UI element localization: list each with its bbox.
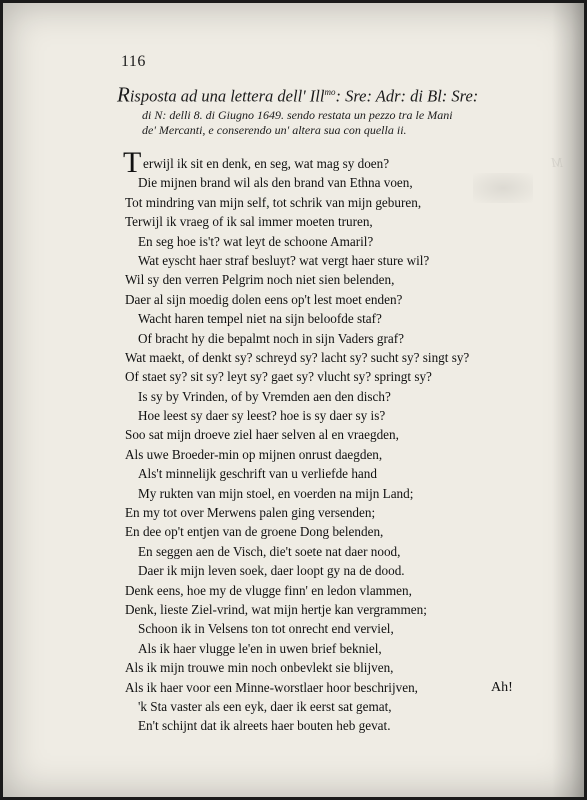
poem-line bbox=[125, 309, 525, 328]
poem-line-text: Daer al sijn moedig dolen eens op't lest moet enden? bbox=[125, 291, 403, 307]
poem-line bbox=[125, 251, 525, 270]
poem-line bbox=[125, 619, 525, 638]
poem-line-text: Denk, lieste Ziel-vrind, wat mijn hertje kan vergrammen; bbox=[125, 601, 427, 617]
poem-line bbox=[125, 503, 525, 522]
poem-line-text: En seggen aen de Visch, die't soete nat daer nood, bbox=[138, 543, 401, 559]
poem-line-text: Daer ik mijn leven soek, daer loopt gy na de dood. bbox=[138, 563, 405, 579]
poem-line-text: Of bracht hy die bepalmt noch in sijn Vaders graf? bbox=[138, 330, 404, 346]
poem-line-text: Soo sat mijn droeve ziel haer selven al en vraegden, bbox=[125, 427, 399, 443]
poem-line bbox=[125, 542, 525, 561]
poem-line-text: Schoon ik in Velsens ton tot onrecht end verviel, bbox=[138, 621, 394, 637]
poem-line bbox=[125, 290, 525, 309]
poem-line bbox=[125, 445, 525, 464]
poem-line-text: En't schijnt dat ik alreets haer bouten heb gevat. bbox=[138, 718, 391, 734]
poem-line bbox=[125, 232, 525, 251]
poem-line-text: Als ik haer vlugge le'en in uwen brief bekniel, bbox=[138, 640, 382, 656]
poem-line-text: Wat eyscht haer straf besluyt? wat vergt haer sture wil? bbox=[138, 252, 430, 268]
poem-line-text: Als't minnelijk geschrift van u verliefde hand bbox=[138, 466, 377, 482]
poem-line bbox=[125, 464, 525, 483]
catchword: Ah! bbox=[491, 680, 513, 695]
poem-line-text: Die mijnen brand wil als den brand van Ethna voen, bbox=[138, 175, 413, 191]
poem-line bbox=[125, 600, 525, 619]
poem-line bbox=[123, 146, 525, 179]
drop-cap: T bbox=[123, 146, 142, 179]
poem-line-text: Tot mindring van mijn self, tot schrik van mijn geburen, bbox=[125, 194, 422, 210]
poem-line bbox=[125, 367, 525, 386]
poem-body bbox=[123, 146, 525, 736]
heading-line-2: di N: delli 8. di Giugno 1649. sendo restata un pezzo tra le Mani bbox=[142, 107, 453, 122]
heading-line-3: de' Mercanti, e conserendo un' altera sua con quella ii. bbox=[142, 122, 407, 137]
poem-line-text: My rukten van mijn stoel, en voerden na mijn Land; bbox=[138, 485, 414, 501]
poem-line bbox=[125, 678, 525, 697]
poem-line bbox=[125, 716, 525, 735]
letter-heading bbox=[117, 81, 537, 138]
poem-line-text: Als ik mijn trouwe min noch onbevlekt sie blijven, bbox=[125, 660, 394, 676]
poem-line-text: Wacht haren tempel niet na sijn beloofde staf? bbox=[138, 311, 382, 327]
poem-line bbox=[125, 639, 525, 658]
poem-line-text: Denk eens, hoe my de vlugge finn' en ledon vlammen, bbox=[125, 582, 412, 598]
poem-line-text: Wil sy den verren Pelgrim noch niet sien belenden, bbox=[125, 272, 395, 288]
poem-line bbox=[125, 658, 525, 677]
poem-line bbox=[125, 406, 525, 425]
poem-line-text: Wat maekt, of denkt sy? schreyd sy? lacht sy? sucht sy? singt sy? bbox=[125, 349, 470, 365]
book-page bbox=[3, 3, 584, 797]
poem-line bbox=[125, 697, 525, 716]
poem-line bbox=[125, 212, 525, 231]
page-edge-shadow bbox=[552, 3, 584, 797]
heading-initial: R bbox=[117, 82, 130, 107]
poem-line-text: Of staet sy? sit sy? leyt sy? gaet sy? vlucht sy? springt sy? bbox=[125, 369, 432, 385]
poem-line bbox=[125, 348, 525, 367]
page-number: 116 bbox=[121, 53, 146, 70]
poem-line-text: Hoe leest sy daer sy leest? hoe is sy daer sy is? bbox=[138, 408, 386, 424]
poem-line-text: 'k Sta vaster als een eyk, daer ik eerst sat gemat, bbox=[138, 698, 392, 714]
poem-line-text: Is sy by Vrinden, of by Vremden aen den disch? bbox=[138, 388, 391, 404]
poem-line bbox=[125, 522, 525, 541]
poem-line bbox=[125, 193, 525, 212]
poem-line bbox=[125, 484, 525, 503]
poem-line bbox=[125, 581, 525, 600]
poem-line bbox=[125, 561, 525, 580]
poem-line-text: Terwijl ik vraeg of ik sal immer moeten truren, bbox=[125, 214, 373, 230]
poem-line bbox=[125, 270, 525, 289]
poem-line-text: Als ik haer voor een Minne-worstlaer hoor beschrijven, bbox=[125, 679, 418, 695]
poem-line bbox=[125, 387, 525, 406]
heading-line-1: Risposta ad una lettera dell' Ill$^{mo}$: Sre: Adr: di Bl: Sre: bbox=[117, 82, 479, 107]
poem-line bbox=[125, 173, 525, 192]
poem-line-text: En my tot over Merwens palen ging versenden; bbox=[125, 505, 376, 521]
poem-line bbox=[125, 425, 525, 444]
poem-line-text: En seg hoe is't? wat leyt de schoone Amaril? bbox=[138, 233, 374, 249]
poem-line-text: erwijl ik sit en denk, en seg, wat mag sy doen? bbox=[143, 156, 390, 171]
poem-line-text: Als uwe Broeder-min op mijnen onrust daegden, bbox=[125, 446, 383, 462]
poem-line-text: En dee op't entjen van de groene Dong belenden, bbox=[125, 524, 384, 540]
poem-line bbox=[125, 329, 525, 348]
